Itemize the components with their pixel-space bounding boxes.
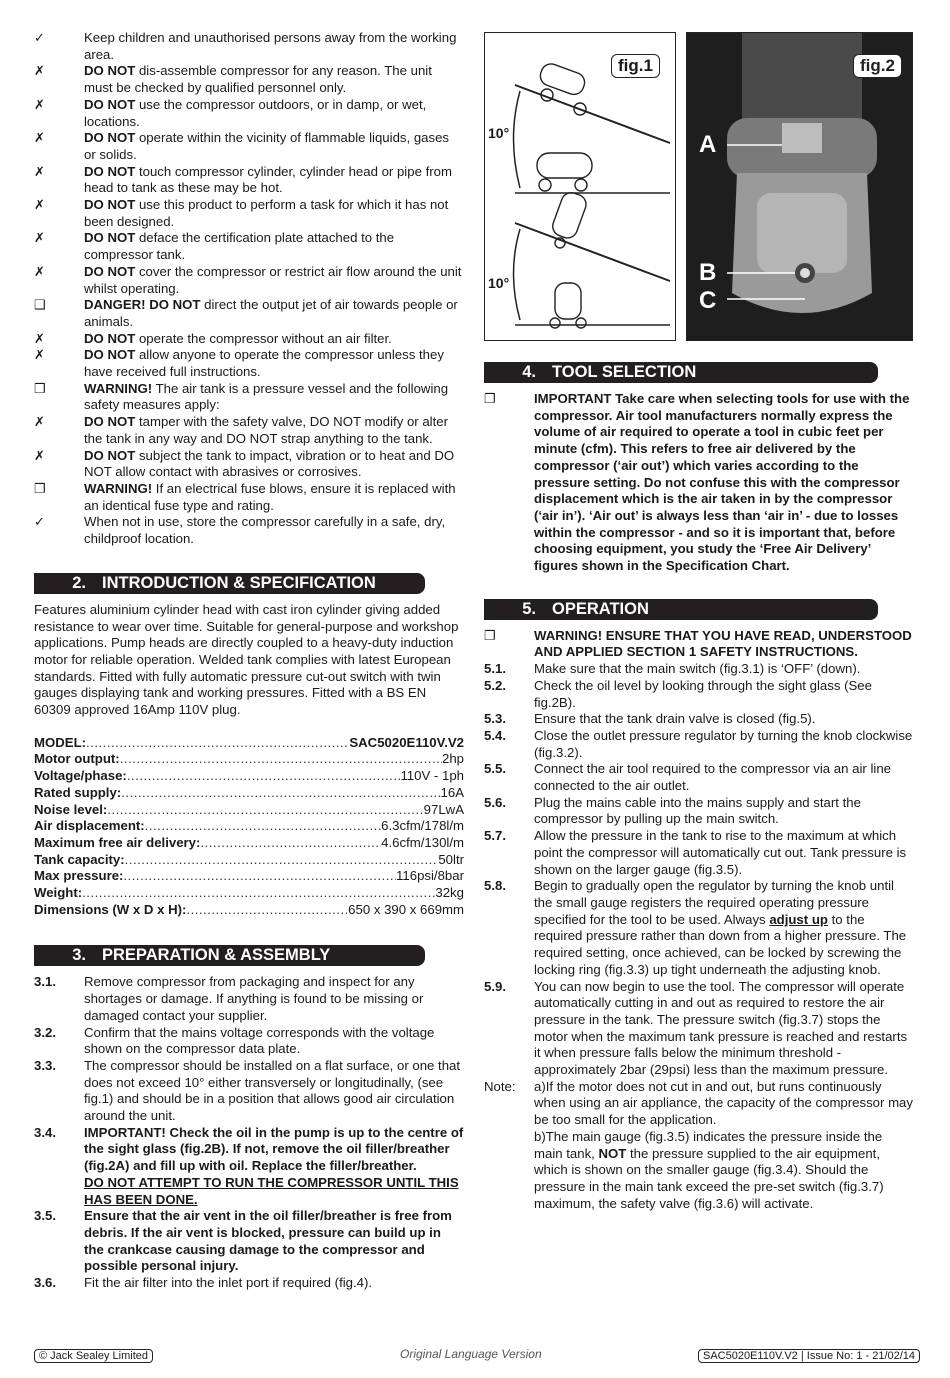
safety-item [34, 448, 464, 481]
safety-symbol-icon: ✗ [34, 447, 45, 463]
spec-leader [186, 902, 348, 919]
safety-body: direct the output jet of air towards people or animals. [84, 297, 458, 329]
tool-selection-text: IMPORTANT Take care when selecting tools for use with the compressor. Air tool manufacturers normally express the volume of air required to operate a tool in cubic feet per minute (cfm). This refers to free air delivered by the compressor (‘air out’) which varies according to the pressure setting. Do not confuse this with the compressor displacement which is the air taken in by the compressor (‘air in’). ‘Air out’ is always less than ‘air in’ - due to losses within the compressor - and so it is important that, before choosing equipment, you study the ‘Free Air Delivery’ figures shown in the Specification Chart. [534, 391, 910, 574]
safety-item [34, 331, 464, 348]
safety-body: cover the compressor or restrict air flow around the unit whilst operating. [84, 263, 462, 296]
step-number: 3.1. [34, 974, 56, 990]
step-number: 5.9. [484, 978, 506, 994]
spec-row [34, 868, 464, 885]
spec-value: 50ltr [438, 851, 464, 867]
safety-symbol-icon: ✓ [34, 30, 45, 45]
spec-label: Maximum free air delivery: [34, 834, 201, 850]
safety-text [84, 63, 464, 96]
safety-text [84, 481, 464, 514]
model-code: SAC5020E110V.V2 [703, 1350, 798, 1362]
spec-table [34, 735, 464, 919]
safety-text [84, 448, 464, 481]
safety-text [84, 264, 464, 297]
step-text [84, 1058, 464, 1125]
safety-symbol-icon: ✗ [34, 63, 45, 79]
safety-item [34, 514, 464, 547]
safety-symbol-icon: ✗ [34, 197, 45, 213]
safety-symbol-icon: ✗ [34, 130, 45, 146]
spec-label: Tank capacity: [34, 851, 125, 867]
spec-leader [120, 751, 442, 768]
safety-list [34, 30, 464, 548]
safety-symbol-icon: ✗ [34, 96, 45, 112]
spec-row [34, 751, 464, 768]
safety-body: allow anyone to operate the compressor unless they have received full instructions. [84, 347, 444, 380]
section-3-list [34, 974, 464, 1291]
footer-center: Original Language Version [400, 1347, 542, 1361]
safety-symbol-icon: ✗ [34, 330, 45, 346]
step-text [534, 711, 914, 728]
spec-value: 16A [440, 784, 464, 800]
spec-label: Max pressure: [34, 868, 124, 884]
safety-text [84, 164, 464, 197]
operation-step [484, 711, 914, 728]
step-text [534, 661, 914, 678]
note [484, 1079, 914, 1213]
operation-step [484, 728, 914, 761]
spec-label: Dimensions (W x D x H): [34, 901, 187, 917]
spec-row [34, 852, 464, 869]
step-body: Check the oil level by looking through the sight glass (See fig.2B). [534, 677, 872, 710]
safety-body: When not in use, store the compressor carefully in a safe, dry, childproof location. [84, 514, 446, 547]
step-text [84, 1275, 464, 1292]
spec-value: SAC5020E110V.V2 [349, 734, 464, 750]
step-number: 5.7. [484, 828, 506, 844]
safety-text [84, 331, 464, 348]
angle-label-top: 10° [488, 125, 510, 141]
safety-item [34, 264, 464, 297]
operation-step [484, 795, 914, 828]
step-text [84, 1125, 464, 1209]
fig2-photo [687, 33, 912, 340]
safety-emphasis: DO NOT [84, 230, 136, 246]
spec-leader [127, 768, 401, 785]
spec-label: Rated supply: [34, 784, 122, 800]
step-body: Plug the mains cable into the mains supply and start the compressor by pulling up the main switch. [534, 794, 861, 827]
step-text [84, 974, 464, 1024]
safety-body: operate within the vicinity of flammable liquids, gases or solids. [84, 130, 450, 162]
safety-body: touch compressor cylinder, cylinder head or pipe from head to tank as these may be hot. [84, 163, 452, 196]
spec-row [34, 835, 464, 852]
spec-leader [86, 735, 349, 752]
step-body: Begin to gradually open the regulator by turning the knob until the small gauge registers the required operating pressure specified for the tool to be used. Always [534, 878, 894, 927]
step-emphasis: adjust up [769, 911, 828, 927]
section-5-header [484, 599, 878, 620]
safety-emphasis: DO NOT [84, 130, 136, 146]
section-title: PREPARATION & ASSEMBLY [102, 946, 331, 965]
step-warning: DO NOT ATTEMPT TO RUN THE COMPRESSOR UNTIL THIS HAS BEEN DONE. [84, 1174, 459, 1207]
note-b: b)The main gauge (fig.3.5) indicates the pressure inside the main tank, NOT the pressure supplied to the air equipment, which is shown on the smaller gauge (fig.3.4). Should the pressure in the main tank exceed the pre-set switch (fig.3.7) maximum, the safety valve (fig.3.6) will activate. [534, 1128, 884, 1211]
step-number: 3.5. [34, 1208, 56, 1224]
safety-emphasis: DANGER! DO NOT [84, 297, 201, 313]
spec-row [34, 818, 464, 835]
spec-row [34, 735, 464, 752]
section-number: 2. [72, 573, 86, 592]
safety-symbol-icon: ✗ [34, 263, 45, 279]
safety-symbol-icon: ✗ [34, 163, 45, 179]
step-text [534, 678, 914, 711]
operation-step [484, 761, 914, 794]
operation-warning: WARNING! ENSURE THAT YOU HAVE READ, UNDERSTOOD AND APPLIED SECTION 1 SAFETY INSTRUCTIONS. [534, 627, 912, 660]
spec-value: 97LwA [423, 801, 464, 817]
spec-row [34, 768, 464, 785]
spec-value: 4.6cfm/130l/m [381, 834, 464, 850]
section-5-list [484, 661, 914, 1079]
safety-text [84, 130, 464, 163]
safety-text [84, 347, 464, 380]
section-number: 5. [522, 599, 536, 618]
note-a: a)If the motor does not cut in and out, but runs continuously when using an air appliance, the capacity of the compressor may be too small for the application. [534, 1078, 913, 1128]
spec-label: Weight: [34, 885, 83, 901]
step-number: 5.8. [484, 878, 506, 894]
note-label: Note: [484, 1078, 516, 1094]
safety-text [84, 30, 464, 63]
safety-symbol-icon: ❑ [34, 297, 46, 313]
assembly-step [34, 974, 464, 1024]
step-text [534, 828, 914, 878]
figure-2 [686, 32, 913, 341]
step-number: 5.2. [484, 677, 506, 693]
safety-item [34, 347, 464, 380]
step-number: 5.6. [484, 794, 506, 810]
safety-item [34, 381, 464, 414]
section-2-header [34, 573, 425, 594]
safety-emphasis: DO NOT [84, 163, 136, 179]
step-number: 3.6. [34, 1275, 56, 1291]
step-text [534, 761, 914, 794]
safety-emphasis: WARNING! [84, 480, 153, 496]
safety-body: use this product to perform a task for which it has not been designed. [84, 197, 449, 229]
step-body: Confirm that the mains voltage corresponds with the voltage shown on the compressor data plate. [84, 1024, 435, 1057]
safety-item [34, 97, 464, 130]
safety-body: dis-assemble compressor for any reason. The unit must be checked by qualified personnel only. [84, 63, 432, 96]
safety-body: If an electrical fuse blows, ensure it is replaced with an identical fuse type and rating. [84, 480, 456, 513]
spec-row [34, 802, 464, 819]
step-number: 5.1. [484, 661, 506, 677]
safety-text [84, 297, 464, 330]
operation-step [484, 678, 914, 711]
step-number: 3.2. [34, 1024, 56, 1040]
section-title: TOOL SELECTION [552, 363, 697, 381]
step-body: Ensure that the air vent in the oil filler/breather is free from debris. If the air vent is blocked, pressure can build up in the crankcase causing damage to the compressor and possible personal injury. [84, 1208, 452, 1274]
safety-item [34, 164, 464, 197]
safety-text [84, 514, 464, 547]
assembly-step [34, 1208, 464, 1275]
safety-emphasis: DO NOT [84, 447, 136, 463]
safety-item [34, 414, 464, 447]
safety-text [84, 414, 464, 447]
section-title: OPERATION [552, 599, 649, 618]
footer-right: SAC5020E110V.V2 | Issue No: 1 - 21/02/14 [698, 1350, 920, 1363]
safety-body: deface the certification plate attached to the compressor tank. [84, 230, 395, 263]
spec-label: Noise level: [34, 801, 108, 817]
spec-label: Voltage/phase: [34, 768, 127, 784]
step-body: Remove compressor from packaging and inspect for any shortages or damage. If anything is found to be missing or damaged contact your supplier. [84, 974, 424, 1023]
safety-body: operate the compressor without an air filter. [135, 330, 392, 346]
spec-row [34, 885, 464, 902]
safety-symbol-icon: ✗ [34, 414, 45, 430]
fig2-label: fig.2 [853, 54, 902, 78]
section-title: INTRODUCTION & SPECIFICATION [102, 573, 376, 592]
safety-item [34, 130, 464, 163]
step-body: IMPORTANT! Check the oil in the pump is up to the centre of the sight glass (fig.2B). If not, remove the oil filler/breather (fig.2A) and fill up with oil. Replace the filler/breather. [84, 1124, 464, 1174]
issue-info: Issue No: 1 - 21/02/14 [806, 1350, 916, 1362]
spec-value: 650 x 390 x 669mm [348, 901, 464, 917]
step-body: Ensure that the tank drain valve is closed (fig.5). [534, 711, 816, 727]
step-number: 5.4. [484, 727, 506, 743]
spec-value: 2hp [441, 751, 464, 767]
operation-step [484, 979, 914, 1079]
safety-symbol-icon: ❒ [34, 380, 46, 396]
spec-label: MODEL: [34, 734, 87, 750]
spec-leader [123, 868, 396, 885]
step-body: Connect the air tool required to the compressor via an air line connected to the air outlet. [534, 761, 891, 794]
intro-paragraph: Features aluminium cylinder head with cast iron cylinder giving added resistance to wear over time. Suitable for general-purpose and workshop applications. Pump heads are directly coupled to a heavy-duty induction motor for reliable operation. Welded tank complies with latest European standards. Fitted with fully automatic pressure cut-out switch with twin gauges displaying tank and working pressures. Fitted with a BS EN 60309 approved 16Amp 110V plug. [34, 601, 459, 718]
operation-step [484, 661, 914, 678]
spec-leader [107, 802, 423, 819]
footer-left [34, 1350, 153, 1363]
step-number: 3.3. [34, 1057, 56, 1073]
step-text [534, 795, 914, 828]
step-body: Close the outlet pressure regulator by turning the knob clockwise (fig.3.2). [534, 727, 913, 760]
safety-symbol-icon: ✗ [34, 347, 45, 363]
step-body: Make sure that the main switch (fig.3.1) is ‘OFF’ (down). [534, 661, 861, 677]
safety-body: Keep children and unauthorised persons away from the working area. [84, 30, 457, 62]
step-text [534, 979, 914, 1079]
checkbox-icon: ❒ [484, 391, 496, 406]
safety-item [34, 30, 464, 63]
step-text [84, 1025, 464, 1058]
assembly-step [34, 1125, 464, 1209]
angle-label-bottom: 10° [488, 275, 510, 291]
section-3-header [34, 945, 425, 966]
spec-label: Air displacement: [34, 818, 145, 834]
spec-leader [82, 885, 435, 902]
checkbox-icon: ❒ [484, 627, 496, 643]
spec-row [34, 785, 464, 802]
safety-emphasis: DO NOT [84, 414, 136, 430]
spec-value: 116psi/8bar [396, 868, 464, 884]
safety-emphasis: DO NOT [84, 263, 136, 279]
step-body: Fit the air filter into the inlet port if required (fig.4). [84, 1275, 373, 1291]
copyright: © Jack Sealey Limited [34, 1349, 153, 1363]
safety-emphasis: DO NOT [84, 63, 136, 79]
safety-symbol-icon: ✓ [34, 514, 45, 530]
spec-label: Motor output: [34, 751, 120, 767]
callout-c: C [699, 287, 717, 314]
safety-item [34, 63, 464, 96]
spec-leader [125, 852, 439, 869]
spec-row [34, 902, 464, 919]
spec-value: 32kg [435, 885, 464, 901]
assembly-step [34, 1058, 464, 1125]
safety-symbol-icon: ❒ [34, 480, 46, 496]
spec-leader [121, 785, 440, 802]
step-number: 5.5. [484, 761, 506, 777]
callout-b: B [699, 259, 717, 286]
step-text [534, 728, 914, 761]
step-body: You can now begin to use the tool. The compressor will operate automatically cutting in and out as required to restore the air pressure in the tank. The pressure switch (fig.3.7) stops the motor when the maximum tank pressure is reached and restarts it when pressure falls below the minimum threshold - approximately 2bar (29psi) less than the maximum pressure. [534, 978, 908, 1078]
safety-body: The air tank is a pressure vessel and the following safety measures apply: [84, 380, 449, 413]
safety-emphasis: DO NOT [84, 96, 136, 112]
figure-1 [484, 32, 676, 341]
step-body-cont: to the required pressure rather than down from a higher pressure. The required setting, once achieved, can be locked by screwing the locking ring (fig.3.3) up tight underneath the adjusting knob. [534, 911, 907, 977]
safety-emphasis: DO NOT [84, 347, 136, 363]
safety-body: subject the tank to impact, vibration or to heat and DO NOT allow contact with abrasives or corrosives. [84, 447, 455, 480]
safety-text [84, 230, 464, 263]
step-number: 5.3. [484, 711, 506, 727]
step-body: The compressor should be installed on a flat surface, or one that does not exceed 10° either transversely or longitudinally, (see fig.1) and should be in a position that allows good air circulation around the unit. [84, 1057, 461, 1124]
section-number: 3. [72, 946, 86, 965]
callout-a: A [699, 131, 717, 158]
safety-text [84, 381, 464, 414]
operation-step [484, 878, 914, 978]
spec-leader [145, 818, 382, 835]
safety-emphasis: DO NOT [84, 330, 136, 346]
operation-step [484, 828, 914, 878]
safety-item [34, 230, 464, 263]
fig1-label: fig.1 [611, 54, 660, 78]
step-body: Allow the pressure in the tank to rise to the maximum at which point the compressor will automatically cut out. Tank pressure is shown on the larger gauge (fig.3.5). [534, 828, 907, 877]
safety-text [84, 197, 464, 230]
step-text [534, 878, 914, 978]
assembly-step [34, 1275, 464, 1292]
safety-symbol-icon: ✗ [34, 230, 45, 246]
safety-body: tamper with the safety valve, DO NOT modify or alter the tank in any way and DO NOT strap anything to the tank. [84, 414, 448, 446]
safety-item [34, 297, 464, 330]
spec-value: 6.3cfm/178l/m [381, 818, 464, 834]
safety-emphasis: WARNING! [84, 380, 153, 396]
safety-emphasis: DO NOT [84, 197, 136, 213]
right-column [484, 362, 914, 1212]
safety-body: use the compressor outdoors, or in damp, or wet, locations. [84, 96, 427, 129]
step-text [84, 1208, 464, 1275]
spec-leader [200, 835, 381, 852]
step-number: 3.4. [34, 1124, 56, 1140]
safety-text [84, 97, 464, 130]
section-4-header [484, 362, 878, 383]
section-number: 4. [522, 363, 536, 381]
safety-item [34, 481, 464, 514]
assembly-step [34, 1025, 464, 1058]
left-column [34, 30, 464, 1292]
safety-item [34, 197, 464, 230]
fig1-illustration [485, 33, 675, 340]
spec-value: 110V - 1ph [400, 768, 464, 784]
